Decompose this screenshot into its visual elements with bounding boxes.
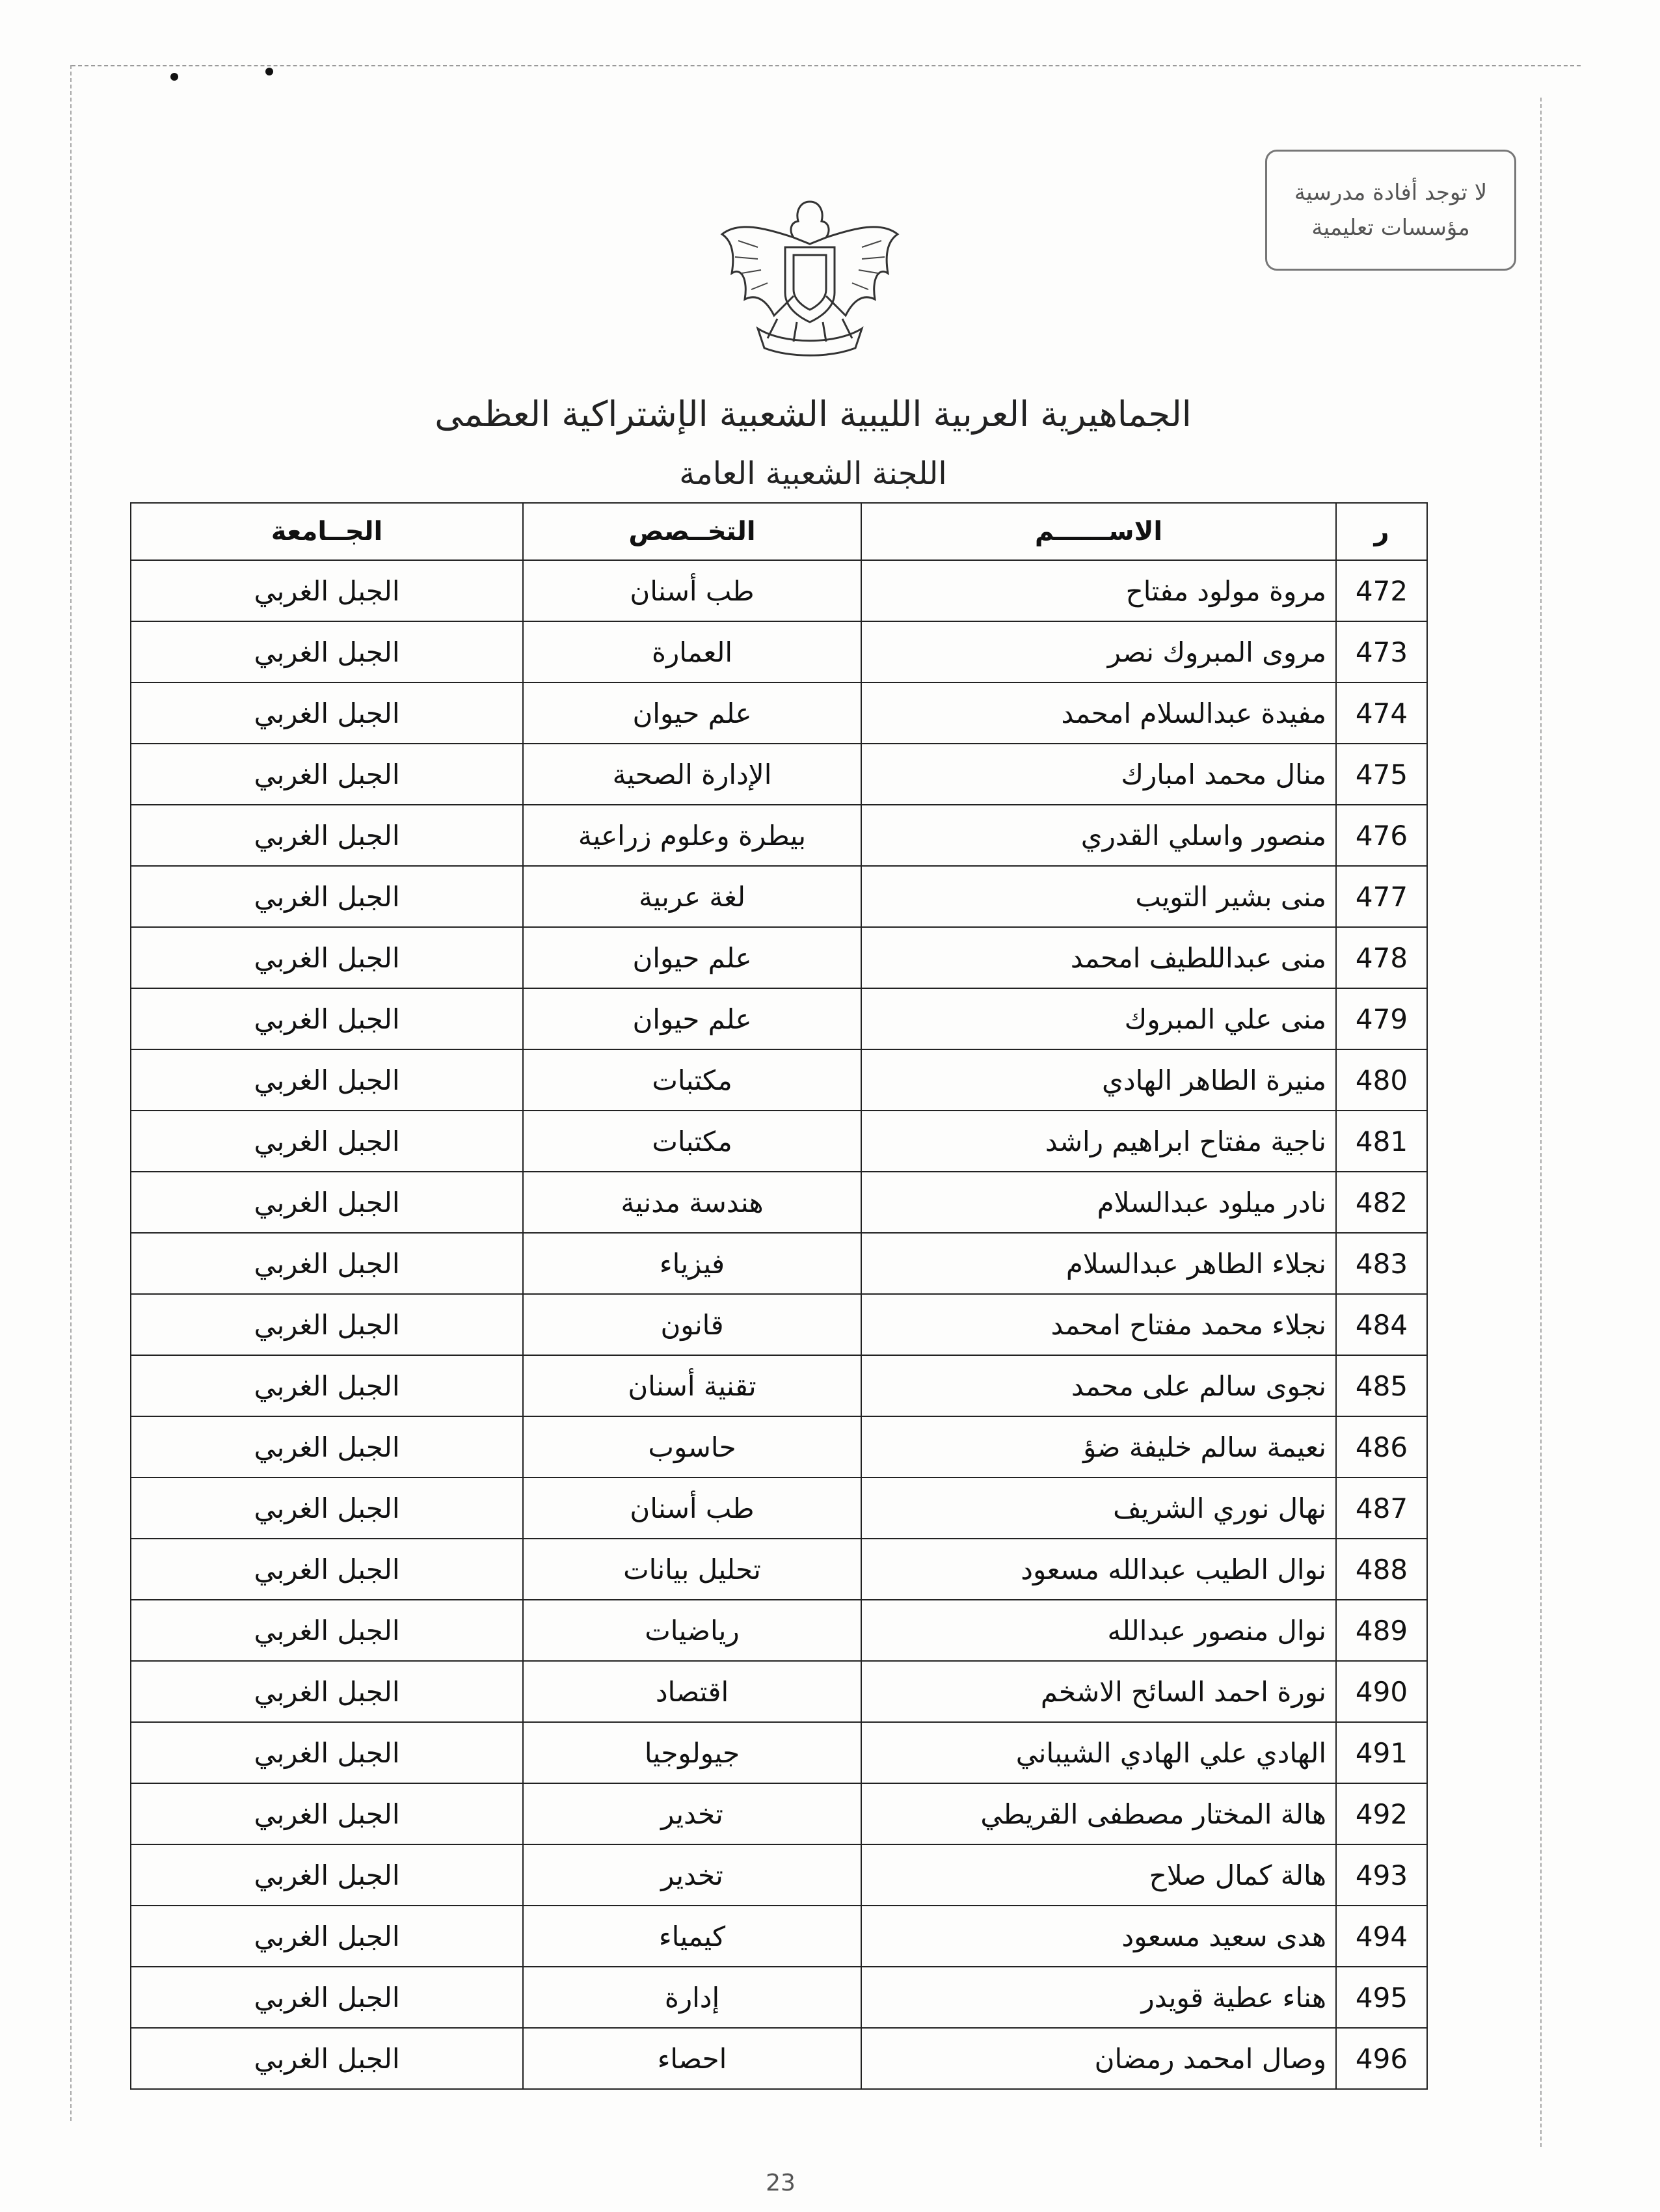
row-number: 488 — [1336, 1539, 1427, 1600]
row-university: الجبل الغربي — [131, 1477, 523, 1539]
row-name: نورة احمد السائح الاشخم — [861, 1661, 1336, 1722]
row-number: 474 — [1336, 682, 1427, 744]
row-name: مروة مولود مفتاح — [861, 560, 1336, 621]
table-row — [131, 988, 1427, 1049]
row-specialization: احصاء — [523, 2028, 861, 2089]
stamp-line: مؤسسات تعليمية — [1311, 215, 1470, 241]
table-row — [131, 1600, 1427, 1661]
scan-dot — [170, 73, 178, 81]
table-row — [131, 1111, 1427, 1172]
row-university: الجبل الغربي — [131, 1722, 523, 1783]
row-number: 481 — [1336, 1111, 1427, 1172]
row-university: الجبل الغربي — [131, 1844, 523, 1906]
table-row — [131, 1294, 1427, 1355]
stamp — [1265, 150, 1516, 271]
table-row — [131, 1661, 1427, 1722]
row-number: 491 — [1336, 1722, 1427, 1783]
row-university: الجبل الغربي — [131, 1906, 523, 1967]
row-specialization: تخدير — [523, 1783, 861, 1844]
table-row — [131, 744, 1427, 805]
row-specialization: تحليل بيانات — [523, 1539, 861, 1600]
column-header-number: ر — [1336, 503, 1427, 560]
stamp-line: لا توجد أفادة مدرسية — [1294, 180, 1488, 206]
row-number: 494 — [1336, 1906, 1427, 1967]
row-name: مروى المبروك نصر — [861, 621, 1336, 682]
table-row — [131, 682, 1427, 744]
row-university: الجبل الغربي — [131, 1111, 523, 1172]
country-title: الجماهيرية العربية الليبية الشعبية الإشتراكية العظمى — [435, 394, 1192, 435]
row-name: نجوى سالم على محمد — [861, 1355, 1336, 1416]
table-row — [131, 1172, 1427, 1233]
table-row — [131, 560, 1427, 621]
table-row — [131, 1906, 1427, 1967]
column-header-specialization: التخــصص — [523, 503, 861, 560]
row-specialization: جيولوجيا — [523, 1722, 861, 1783]
row-name: نجلاء محمد مفتاح امحمد — [861, 1294, 1336, 1355]
row-specialization: الإدارة الصحية — [523, 744, 861, 805]
row-university: الجبل الغربي — [131, 744, 523, 805]
row-specialization: لغة عربية — [523, 866, 861, 927]
row-number: 478 — [1336, 927, 1427, 988]
row-specialization: مكتبات — [523, 1049, 861, 1111]
row-university: الجبل الغربي — [131, 805, 523, 866]
row-specialization: علم حيوان — [523, 682, 861, 744]
row-specialization: بيطرة وعلوم زراعية — [523, 805, 861, 866]
table-row — [131, 2028, 1427, 2089]
row-university: الجبل الغربي — [131, 1233, 523, 1294]
row-name: نادر ميلود عبدالسلام — [861, 1172, 1336, 1233]
table-row — [131, 866, 1427, 927]
row-name: الهادي علي الهادي الشيباني — [861, 1722, 1336, 1783]
row-name: وصال امحمد رمضان — [861, 2028, 1336, 2089]
row-name: نجلاء الطاهر عبدالسلام — [861, 1233, 1336, 1294]
row-number: 473 — [1336, 621, 1427, 682]
row-number: 477 — [1336, 866, 1427, 927]
table-row — [131, 1783, 1427, 1844]
row-number: 495 — [1336, 1967, 1427, 2028]
table-row — [131, 621, 1427, 682]
row-name: هالة المختار مصطفى القريطي — [861, 1783, 1336, 1844]
row-number: 487 — [1336, 1477, 1427, 1539]
row-university: الجبل الغربي — [131, 1661, 523, 1722]
page-number: 23 — [766, 2170, 796, 2196]
row-university: الجبل الغربي — [131, 866, 523, 927]
row-name: هناء عطية قويدر — [861, 1967, 1336, 2028]
scan-dot — [265, 68, 273, 75]
row-university: الجبل الغربي — [131, 1416, 523, 1477]
table-row — [131, 1355, 1427, 1416]
row-specialization: طب أسنان — [523, 1477, 861, 1539]
row-university: الجبل الغربي — [131, 1600, 523, 1661]
row-number: 476 — [1336, 805, 1427, 866]
row-number: 479 — [1336, 988, 1427, 1049]
row-university: الجبل الغربي — [131, 560, 523, 621]
row-specialization: طب أسنان — [523, 560, 861, 621]
scan-edge-top — [72, 65, 1581, 66]
row-university: الجبل الغربي — [131, 1783, 523, 1844]
row-name: منى بشير التويب — [861, 866, 1336, 927]
row-number: 484 — [1336, 1294, 1427, 1355]
row-name: نعيمة سالم خليفة ضؤ — [861, 1416, 1336, 1477]
row-name: منال محمد امبارك — [861, 744, 1336, 805]
row-specialization: اقتصاد — [523, 1661, 861, 1722]
table-row — [131, 1233, 1427, 1294]
row-name: منى علي المبروك — [861, 988, 1336, 1049]
row-number: 493 — [1336, 1844, 1427, 1906]
committee-title: اللجنة الشعبية العامة — [679, 455, 947, 492]
row-university: الجبل الغربي — [131, 927, 523, 988]
row-university: الجبل الغربي — [131, 2028, 523, 2089]
row-number: 489 — [1336, 1600, 1427, 1661]
scan-edge-right — [1540, 98, 1542, 2147]
row-name: هدى سعيد مسعود — [861, 1906, 1336, 1967]
row-number: 496 — [1336, 2028, 1427, 2089]
row-specialization: تقنية أسنان — [523, 1355, 861, 1416]
table-row — [131, 927, 1427, 988]
row-university: الجبل الغربي — [131, 1049, 523, 1111]
column-header-university: الجــامعة — [131, 503, 523, 560]
row-university: الجبل الغربي — [131, 621, 523, 682]
row-name: نهال نوري الشريف — [861, 1477, 1336, 1539]
table-row — [131, 1967, 1427, 2028]
table-header-row — [131, 503, 1427, 560]
row-university: الجبل الغربي — [131, 1355, 523, 1416]
row-number: 472 — [1336, 560, 1427, 621]
table-row — [131, 1539, 1427, 1600]
row-specialization: علم حيوان — [523, 988, 861, 1049]
row-specialization: هندسة مدنية — [523, 1172, 861, 1233]
row-specialization: علم حيوان — [523, 927, 861, 988]
row-university: الجبل الغربي — [131, 1294, 523, 1355]
row-university: الجبل الغربي — [131, 1539, 523, 1600]
roster-table — [130, 502, 1428, 2090]
row-name: منيرة الطاهر الهادي — [861, 1049, 1336, 1111]
table-row — [131, 1844, 1427, 1906]
row-name: نوال منصور عبدالله — [861, 1600, 1336, 1661]
row-name: ناجية مفتاح ابراهيم راشد — [861, 1111, 1336, 1172]
table-row — [131, 1416, 1427, 1477]
row-number: 475 — [1336, 744, 1427, 805]
row-name: مفيدة عبدالسلام امحمد — [861, 682, 1336, 744]
row-specialization: تخدير — [523, 1844, 861, 1906]
row-specialization: قانون — [523, 1294, 861, 1355]
row-specialization: العمارة — [523, 621, 861, 682]
eagle-emblem-icon — [712, 182, 907, 364]
row-name: هالة كمال صلاح — [861, 1844, 1336, 1906]
row-number: 482 — [1336, 1172, 1427, 1233]
row-specialization: إدارة — [523, 1967, 861, 2028]
row-university: الجبل الغربي — [131, 682, 523, 744]
row-university: الجبل الغربي — [131, 1967, 523, 2028]
row-number: 490 — [1336, 1661, 1427, 1722]
table-row — [131, 1049, 1427, 1111]
table-row — [131, 1477, 1427, 1539]
row-specialization: كيمياء — [523, 1906, 861, 1967]
row-specialization: فيزياء — [523, 1233, 861, 1294]
column-header-name: الاســــــم — [861, 503, 1336, 560]
row-specialization: رياضيات — [523, 1600, 861, 1661]
table-row — [131, 805, 1427, 866]
row-university: الجبل الغربي — [131, 988, 523, 1049]
row-number: 483 — [1336, 1233, 1427, 1294]
row-number: 492 — [1336, 1783, 1427, 1844]
row-specialization: مكتبات — [523, 1111, 861, 1172]
row-name: نوال الطيب عبدالله مسعود — [861, 1539, 1336, 1600]
row-number: 485 — [1336, 1355, 1427, 1416]
row-number: 480 — [1336, 1049, 1427, 1111]
row-number: 486 — [1336, 1416, 1427, 1477]
row-university: الجبل الغربي — [131, 1172, 523, 1233]
scan-edge-left — [70, 65, 72, 2121]
row-specialization: حاسوب — [523, 1416, 861, 1477]
row-name: منصور واسلي القدري — [861, 805, 1336, 866]
row-name: منى عبداللطيف امحمد — [861, 927, 1336, 988]
table-row — [131, 1722, 1427, 1783]
